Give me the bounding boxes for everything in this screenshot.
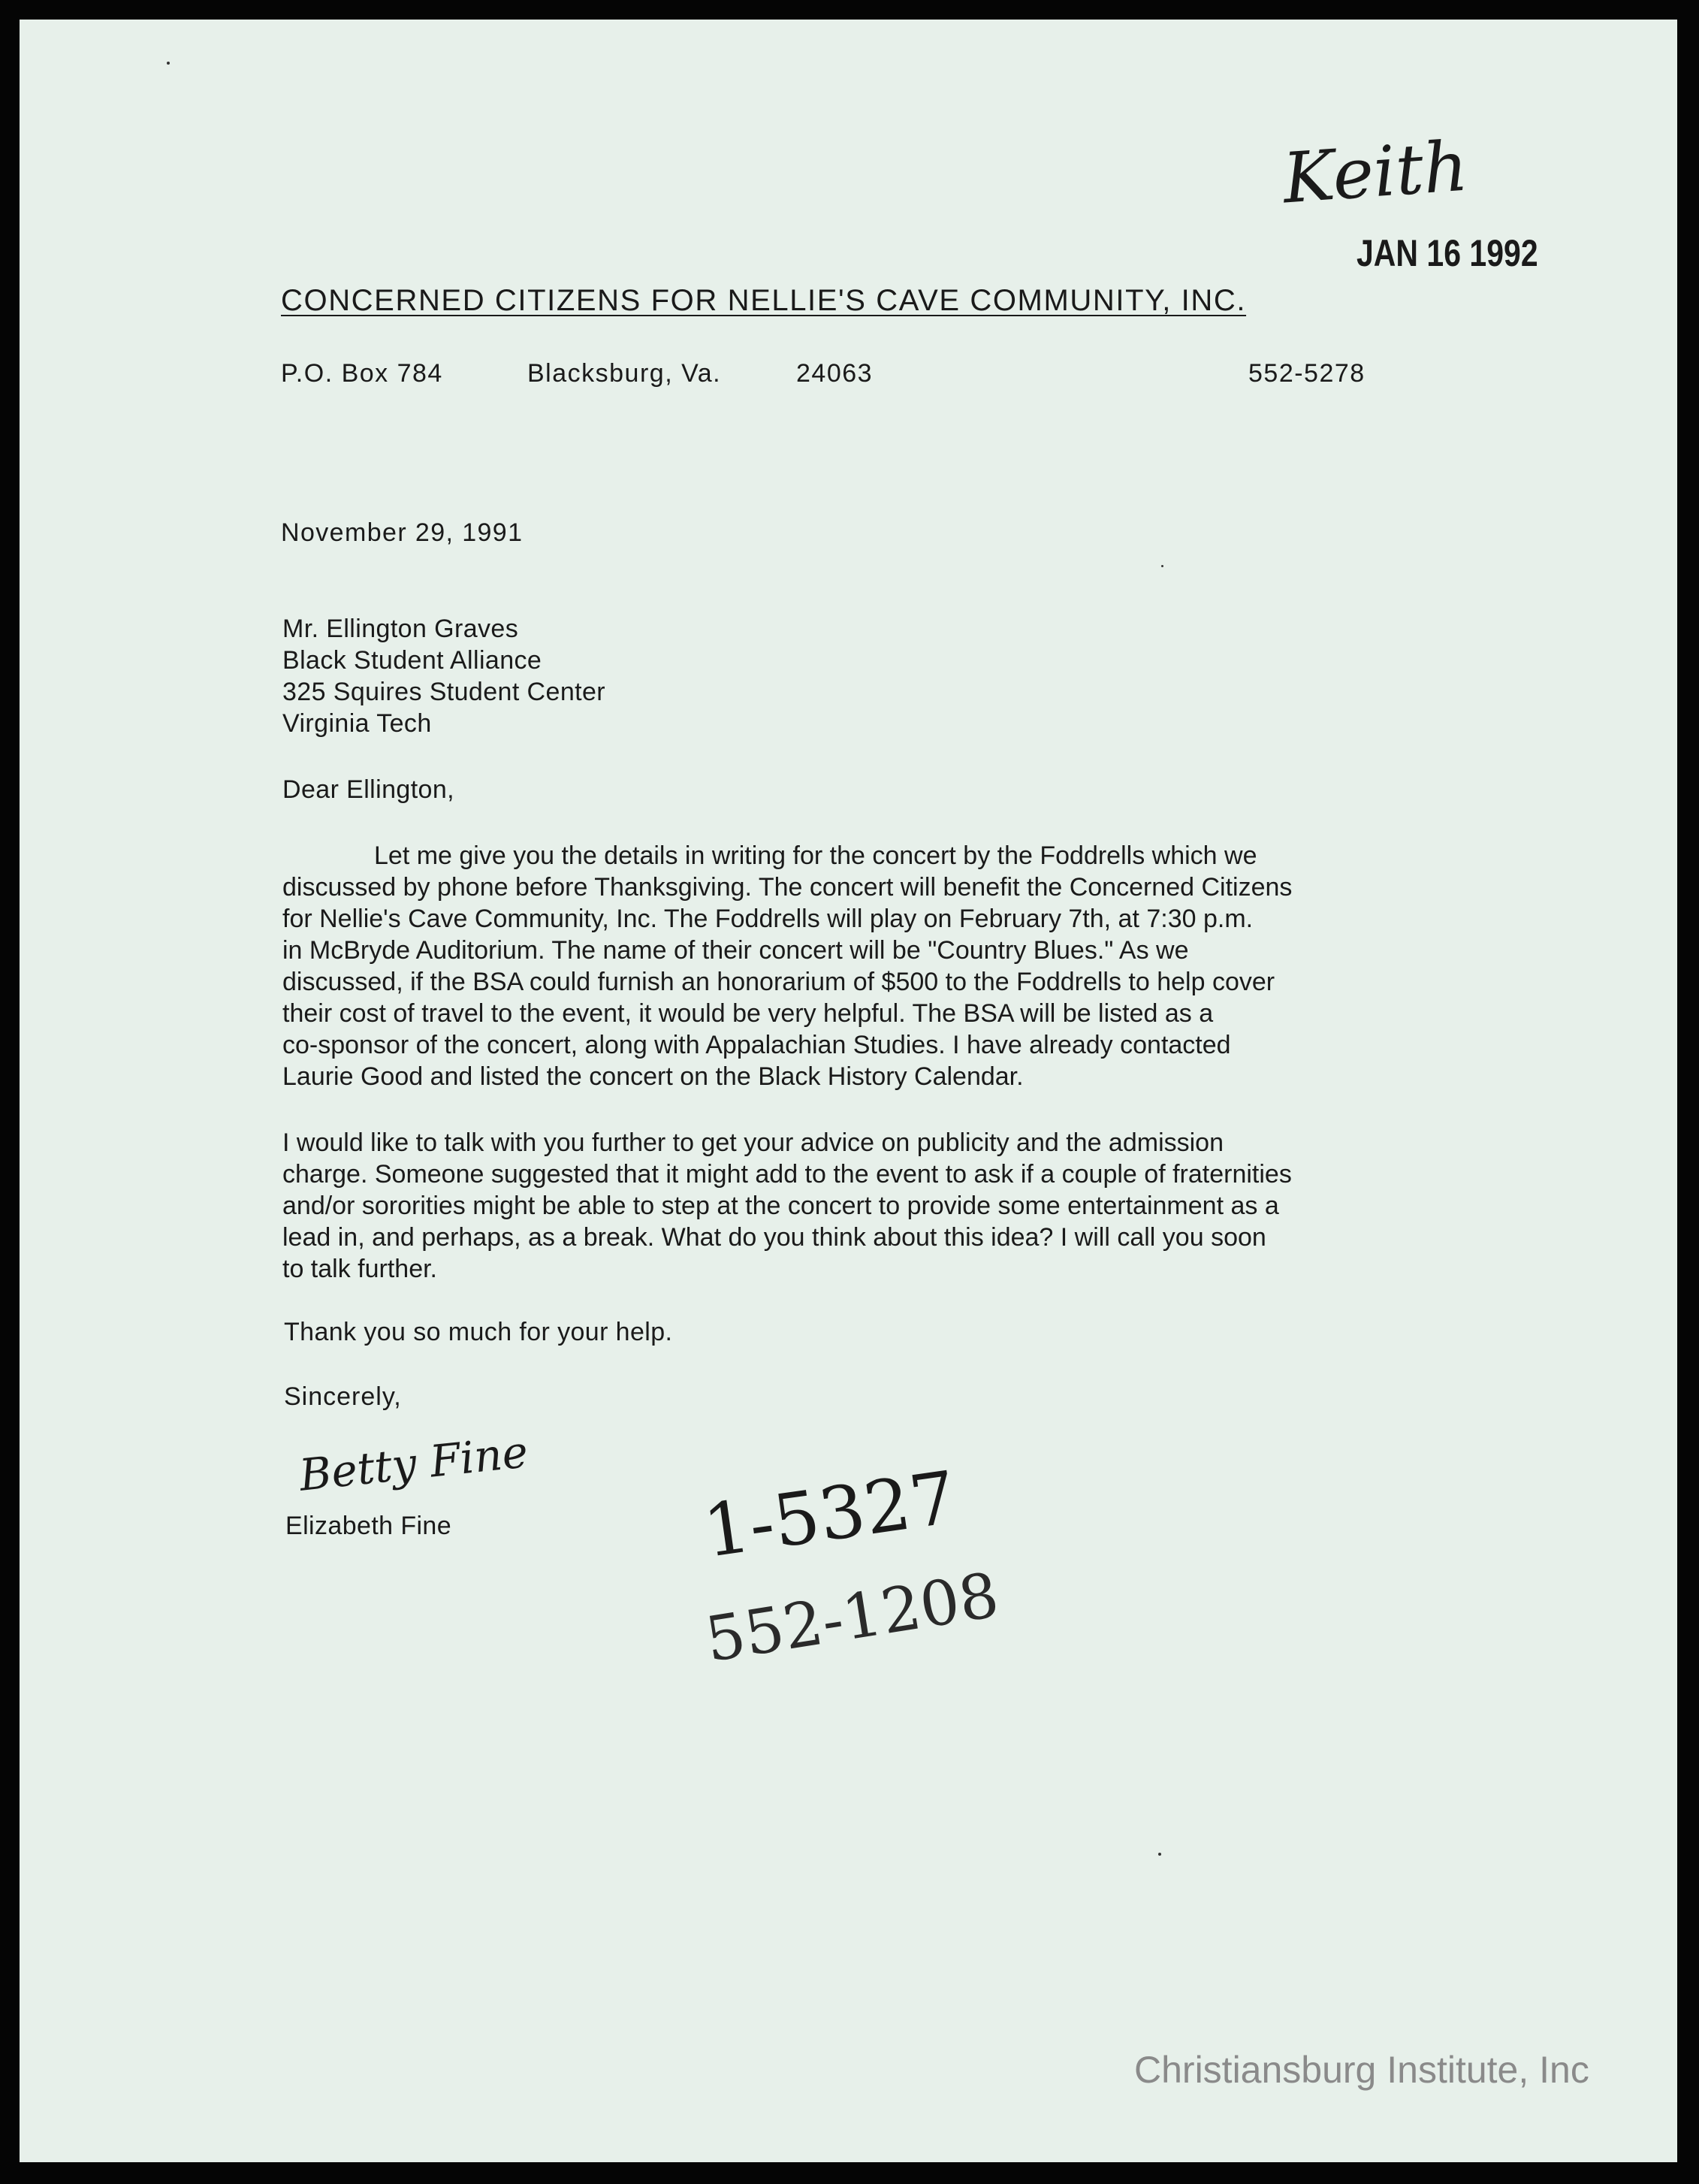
paragraph-line: Laurie Good and listed the concert on the Black History Calendar. — [282, 1062, 1024, 1091]
letterhead-zip: 24063 — [796, 359, 874, 388]
paragraph-line: their cost of travel to the event, it would be very helpful. The BSA will be listed as a — [282, 999, 1214, 1028]
body-paragraph-1 — [282, 840, 1462, 1092]
handwritten-note-2: 552-1208 — [700, 1559, 1003, 1677]
recipient-organization: Black Student Alliance — [282, 646, 542, 675]
paragraph-line: for Nellie's Cave Community, Inc. The Foddrells will play on February 7th, at 7:30 p.m. — [282, 905, 1254, 933]
paragraph-line: lead in, and perhaps, as a break. What do you think about this idea? I will call you soon — [282, 1223, 1266, 1252]
paragraph-line: and/or sororities might be able to step at the concert to provide some entertainment as a — [282, 1192, 1279, 1220]
scan-speck — [1161, 565, 1163, 567]
archive-watermark: Christiansburg Institute, Inc — [1134, 2049, 1589, 2091]
paragraph-line: in McBryde Auditorium. The name of their concert will be "Country Blues." As we — [282, 936, 1189, 965]
recipient-address: 325 Squires Student Center — [282, 678, 606, 706]
received-date-stamp: JAN 16 1992 — [1356, 232, 1538, 274]
letterhead-org-name: CONCERNED CITIZENS FOR NELLIE'S CAVE COMMUNITY, INC. — [281, 284, 1247, 317]
letter-page — [20, 20, 1677, 2162]
body-paragraph-2 — [282, 1127, 1462, 1285]
letter-date: November 29, 1991 — [281, 518, 524, 547]
paragraph-line: co-sponsor of the concert, along with Appalachian Studies. I have already contacted — [282, 1031, 1231, 1059]
paragraph-line: charge. Someone suggested that it might add to the event to ask if a couple of fraternities — [282, 1160, 1292, 1189]
recipient-name: Mr. Ellington Graves — [282, 615, 519, 643]
paragraph-line: to talk further. — [282, 1255, 437, 1283]
paragraph-line: Let me give you the details in writing for the concert by the Foddrells which we — [374, 841, 1257, 870]
handwritten-name: Keith — [1280, 125, 1471, 219]
scan-speck — [1158, 1853, 1161, 1856]
recipient-institution: Virginia Tech — [282, 709, 432, 738]
paragraph-line: discussed, if the BSA could furnish an honorarium of $500 to the Foddrells to help cover — [282, 968, 1275, 996]
closing: Sincerely, — [284, 1382, 402, 1411]
letterhead-phone: 552-5278 — [1248, 359, 1366, 388]
paragraph-line: discussed by phone before Thanksgiving. The concert will benefit the Concerned Citizens — [282, 873, 1293, 902]
signer-name: Elizabeth Fine — [285, 1512, 452, 1540]
paragraph-line: I would like to talk with you further to get your advice on publicity and the admission — [282, 1128, 1224, 1157]
salutation: Dear Ellington, — [282, 775, 455, 804]
scan-speck — [167, 62, 170, 65]
thanks-line: Thank you so much for your help. — [284, 1318, 673, 1346]
handwritten-signature: Betty Fine — [297, 1426, 530, 1501]
letterhead-po-box: P.O. Box 784 — [281, 359, 443, 388]
handwritten-note-1: 1-5327 — [698, 1455, 961, 1574]
letterhead-city: Blacksburg, Va. — [527, 359, 722, 388]
